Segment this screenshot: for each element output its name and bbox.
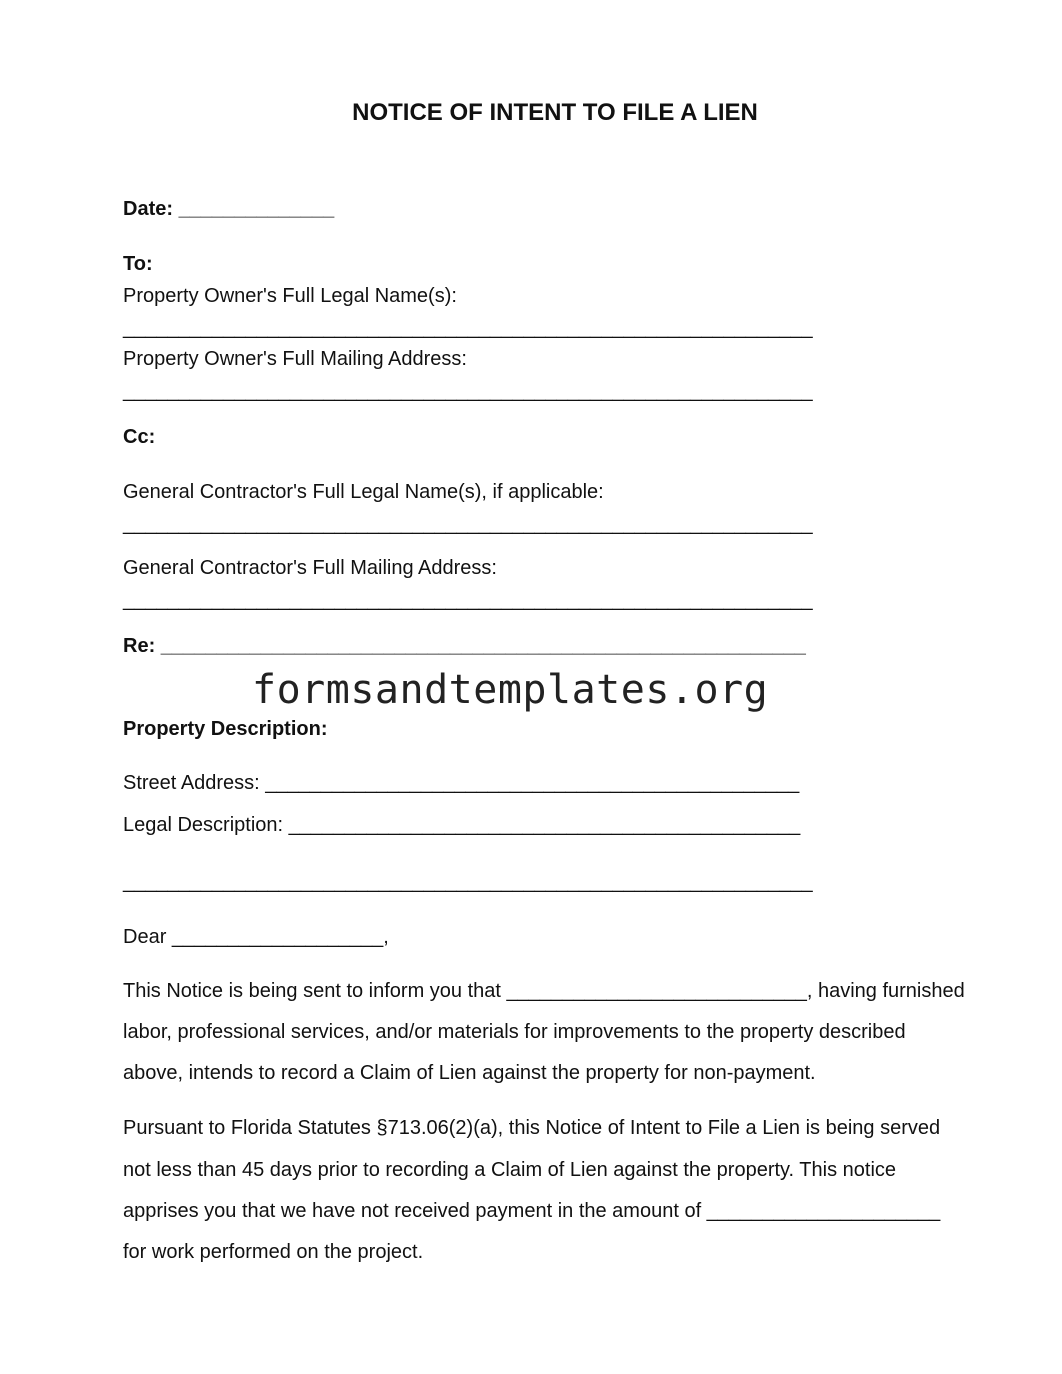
paragraph-1-line-2: labor, professional services, and/or materials for improvements to the property described [123,1021,906,1043]
gc-address-label: General Contractor's Full Mailing Address: [123,557,497,579]
re-field[interactable]: Re: __________________________________________________________ [123,635,806,657]
watermark: formsandtemplates.org [252,667,769,713]
gc-address-field[interactable]: ______________________________________________________________ [123,589,813,611]
street-address-field[interactable]: Street Address: ________________________________________________ [123,772,800,794]
paragraph-2-line-3: apprises you that we have not received payment in the amount of _____________________ [123,1200,941,1222]
gc-name-field[interactable]: ______________________________________________________________ [123,513,813,535]
date-field[interactable]: Date: ______________ [123,198,335,220]
dear-field[interactable]: Dear ___________________, [123,926,389,948]
gc-name-label: General Contractor's Full Legal Name(s), if applicable: [123,481,604,503]
paragraph-2-line-1: Pursuant to Florida Statutes §713.06(2)(a), this Notice of Intent to File a Lien is being served [123,1117,941,1139]
document-title: NOTICE OF INTENT TO FILE A LIEN [352,99,758,126]
legal-description-field[interactable]: Legal Description: ______________________________________________ [123,814,801,836]
paragraph-2-line-4: for work performed on the project. [123,1241,424,1263]
paragraph-1-line-1: This Notice is being sent to inform you that ___________________________, having furnished [123,980,965,1002]
cc-label: Cc: [123,426,156,448]
property-description-label: Property Description: [123,718,328,740]
owner-address-label: Property Owner's Full Mailing Address: [123,348,467,370]
paragraph-1-line-3: above, intends to record a Claim of Lien against the property for non-payment. [123,1062,816,1084]
paragraph-2-line-2: not less than 45 days prior to recording a Claim of Lien against the property. This notice [123,1159,897,1181]
to-label: To: [123,253,153,275]
owner-name-label: Property Owner's Full Legal Name(s): [123,285,457,307]
owner-name-field[interactable]: ______________________________________________________________ [123,317,813,339]
owner-address-field[interactable]: ______________________________________________________________ [123,380,813,402]
legal-description-extra-field[interactable]: ______________________________________________________________ [123,871,813,893]
